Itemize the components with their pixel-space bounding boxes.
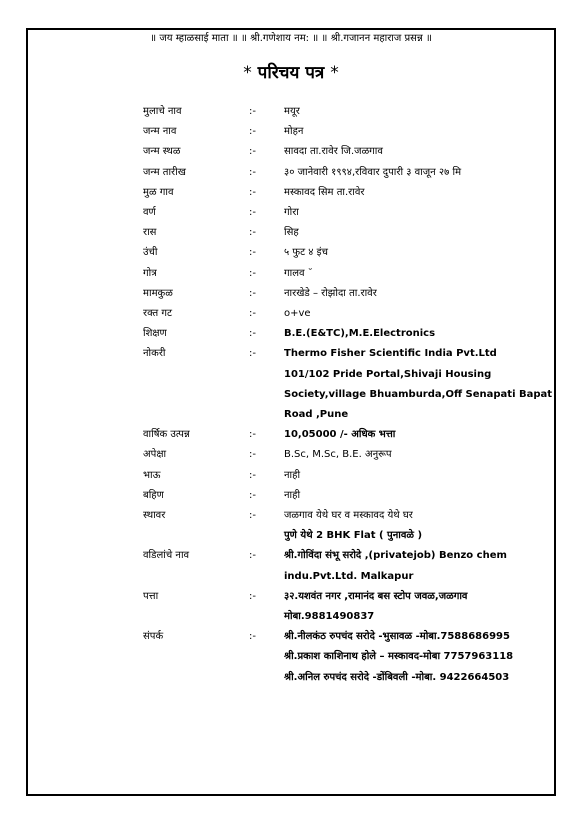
detail-separator: :-	[249, 166, 256, 178]
detail-value: o+ve	[284, 308, 311, 319]
detail-separator: :-	[249, 247, 256, 259]
detail-label: संपर्क	[143, 631, 164, 643]
detail-label: मुलाचे नाव	[143, 106, 182, 117]
detail-label: रक्त गट	[143, 308, 172, 319]
detail-value: Society,village Bhuamburda,Off Senapati Bapat	[284, 388, 553, 400]
detail-value: ५ फुट ४ इंच	[284, 247, 328, 259]
detail-continuation-row	[28, 385, 554, 405]
detail-value: ३२.यशवंत नगर ,रामानंद बस स्टोप जवळ,जळगाव	[284, 590, 468, 602]
detail-value: नाही	[284, 489, 301, 501]
detail-separator: :-	[249, 328, 256, 340]
detail-separator: :-	[249, 489, 256, 501]
detail-continuation-row	[28, 365, 554, 385]
detail-separator: :-	[249, 126, 256, 138]
detail-separator: :-	[249, 227, 256, 239]
detail-value: श्री.प्रकाश काशिनाथ होले – मस्कावद-मोबा 7757963118	[284, 651, 514, 663]
detail-value: नाही	[284, 469, 301, 481]
detail-separator: :-	[249, 449, 256, 461]
detail-label: पत्ता	[143, 590, 159, 602]
detail-row	[28, 627, 554, 647]
detail-row	[28, 506, 554, 526]
detail-value: पुणे येथे 2 BHK Flat ( पुनावळे )	[284, 530, 423, 542]
detail-value: 101/102 Pride Portal,Shivaji Housing	[284, 368, 492, 380]
detail-separator: :-	[249, 631, 256, 643]
detail-value: मस्कावद सिम ता.रावेर	[284, 186, 365, 198]
detail-separator: :-	[249, 207, 256, 218]
detail-label: जन्म तारीख	[143, 166, 186, 178]
invocation-header: ॥ जय म्हाळसाई माता ॥ ॥ श्री.गणेशाय नम: ॥ ॥ श्री.गजानन महाराज प्रसन्न ॥	[150, 33, 432, 44]
detail-row	[28, 304, 554, 324]
detail-value: श्री.गोविंदा संभू सरोदे ,(privatejob) Benzo chem	[284, 550, 507, 562]
detail-value: B.Sc, M.Sc, B.E. अनुरूप	[284, 449, 392, 461]
detail-label: रास	[143, 227, 157, 239]
detail-label: मुळ गाव	[143, 186, 174, 198]
title-star-right: *	[330, 63, 339, 83]
detail-row	[28, 122, 554, 142]
detail-value: Thermo Fisher Scientific India Pvt.Ltd	[284, 348, 497, 360]
detail-row	[28, 425, 554, 445]
detail-value: मोबा.9881490837	[284, 611, 375, 622]
detail-separator: :-	[249, 469, 256, 481]
detail-row	[28, 324, 554, 344]
detail-separator: :-	[249, 106, 256, 117]
detail-label: वर्ण	[143, 207, 156, 218]
detail-label: भाऊ	[143, 469, 161, 481]
detail-row	[28, 466, 554, 486]
detail-value: B.E.(E&TC),M.E.Electronics	[284, 328, 436, 340]
detail-value: indu.Pvt.Ltd. Malkapur	[284, 570, 414, 582]
detail-value: Road ,Pune	[284, 409, 349, 420]
detail-separator: :-	[249, 186, 256, 198]
detail-label: स्थावर	[143, 510, 166, 521]
detail-row	[28, 546, 554, 566]
page-title	[28, 62, 554, 84]
detail-separator: :-	[249, 146, 256, 158]
detail-label: उंची	[143, 247, 158, 259]
detail-value: 10,05000 /- अधिक भत्ता	[284, 429, 396, 441]
detail-row	[28, 243, 554, 263]
detail-label: मामकुळ	[143, 287, 173, 299]
detail-value: मयूर	[284, 106, 300, 117]
detail-value: मोहन	[284, 126, 304, 138]
detail-value: सिह	[284, 227, 299, 239]
detail-value: गालव ˘	[284, 267, 313, 279]
detail-separator: :-	[249, 429, 256, 441]
detail-separator: :-	[249, 267, 256, 279]
detail-value: जळगाव येथे घर व मस्कावद येथे घर	[284, 510, 413, 521]
detail-row	[28, 486, 554, 506]
biodata-page	[26, 28, 556, 796]
detail-separator: :-	[249, 510, 256, 521]
detail-continuation-row	[28, 668, 554, 688]
detail-label: जन्म नाव	[143, 126, 177, 138]
detail-row	[28, 587, 554, 607]
detail-label: बहिण	[143, 489, 164, 501]
detail-separator: :-	[249, 348, 256, 360]
title-star-left: *	[243, 63, 252, 83]
detail-continuation-row	[28, 607, 554, 627]
detail-row	[28, 264, 554, 284]
detail-label: गोत्र	[143, 267, 157, 279]
detail-row	[28, 102, 554, 122]
detail-continuation-row	[28, 526, 554, 546]
detail-label: वार्षिक उत्पन्न	[143, 429, 190, 441]
detail-label: जन्म स्थळ	[143, 146, 181, 158]
detail-value: गोरा	[284, 207, 299, 218]
detail-continuation-row	[28, 567, 554, 587]
detail-row	[28, 203, 554, 223]
detail-row	[28, 183, 554, 203]
detail-value: सावदा ता.रावेर जि.जळगाव	[284, 146, 383, 158]
detail-value: श्री.नीलकंठ रुपचंद सरोदे -भुसावळ -मोबा.7588686995	[284, 631, 510, 643]
detail-row	[28, 142, 554, 162]
detail-row	[28, 445, 554, 465]
detail-continuation-row	[28, 405, 554, 425]
detail-label: वडिलांचे नाव	[143, 550, 190, 562]
detail-row	[28, 223, 554, 243]
detail-row	[28, 344, 554, 364]
detail-value: श्री.अनिल रुपचंद सरोदे -डोंबिवली -मोबा. 9422664503	[284, 671, 510, 683]
detail-label: नोकरी	[143, 348, 166, 360]
detail-separator: :-	[249, 550, 256, 562]
detail-separator: :-	[249, 287, 256, 299]
detail-continuation-row	[28, 647, 554, 667]
detail-row	[28, 163, 554, 183]
detail-label: शिक्षण	[143, 328, 167, 340]
title-text: परिचय पत्र	[257, 63, 325, 83]
detail-label: अपेक्षा	[143, 449, 167, 461]
detail-row	[28, 284, 554, 304]
detail-value: ३० जानेवारी १९९४,रविवार दुपारी ३ वाजून २७ मि	[284, 166, 462, 178]
detail-separator: :-	[249, 308, 256, 319]
detail-value: नारखेडे – रोझोदा ता.रावेर	[284, 287, 377, 299]
detail-separator: :-	[249, 590, 256, 602]
